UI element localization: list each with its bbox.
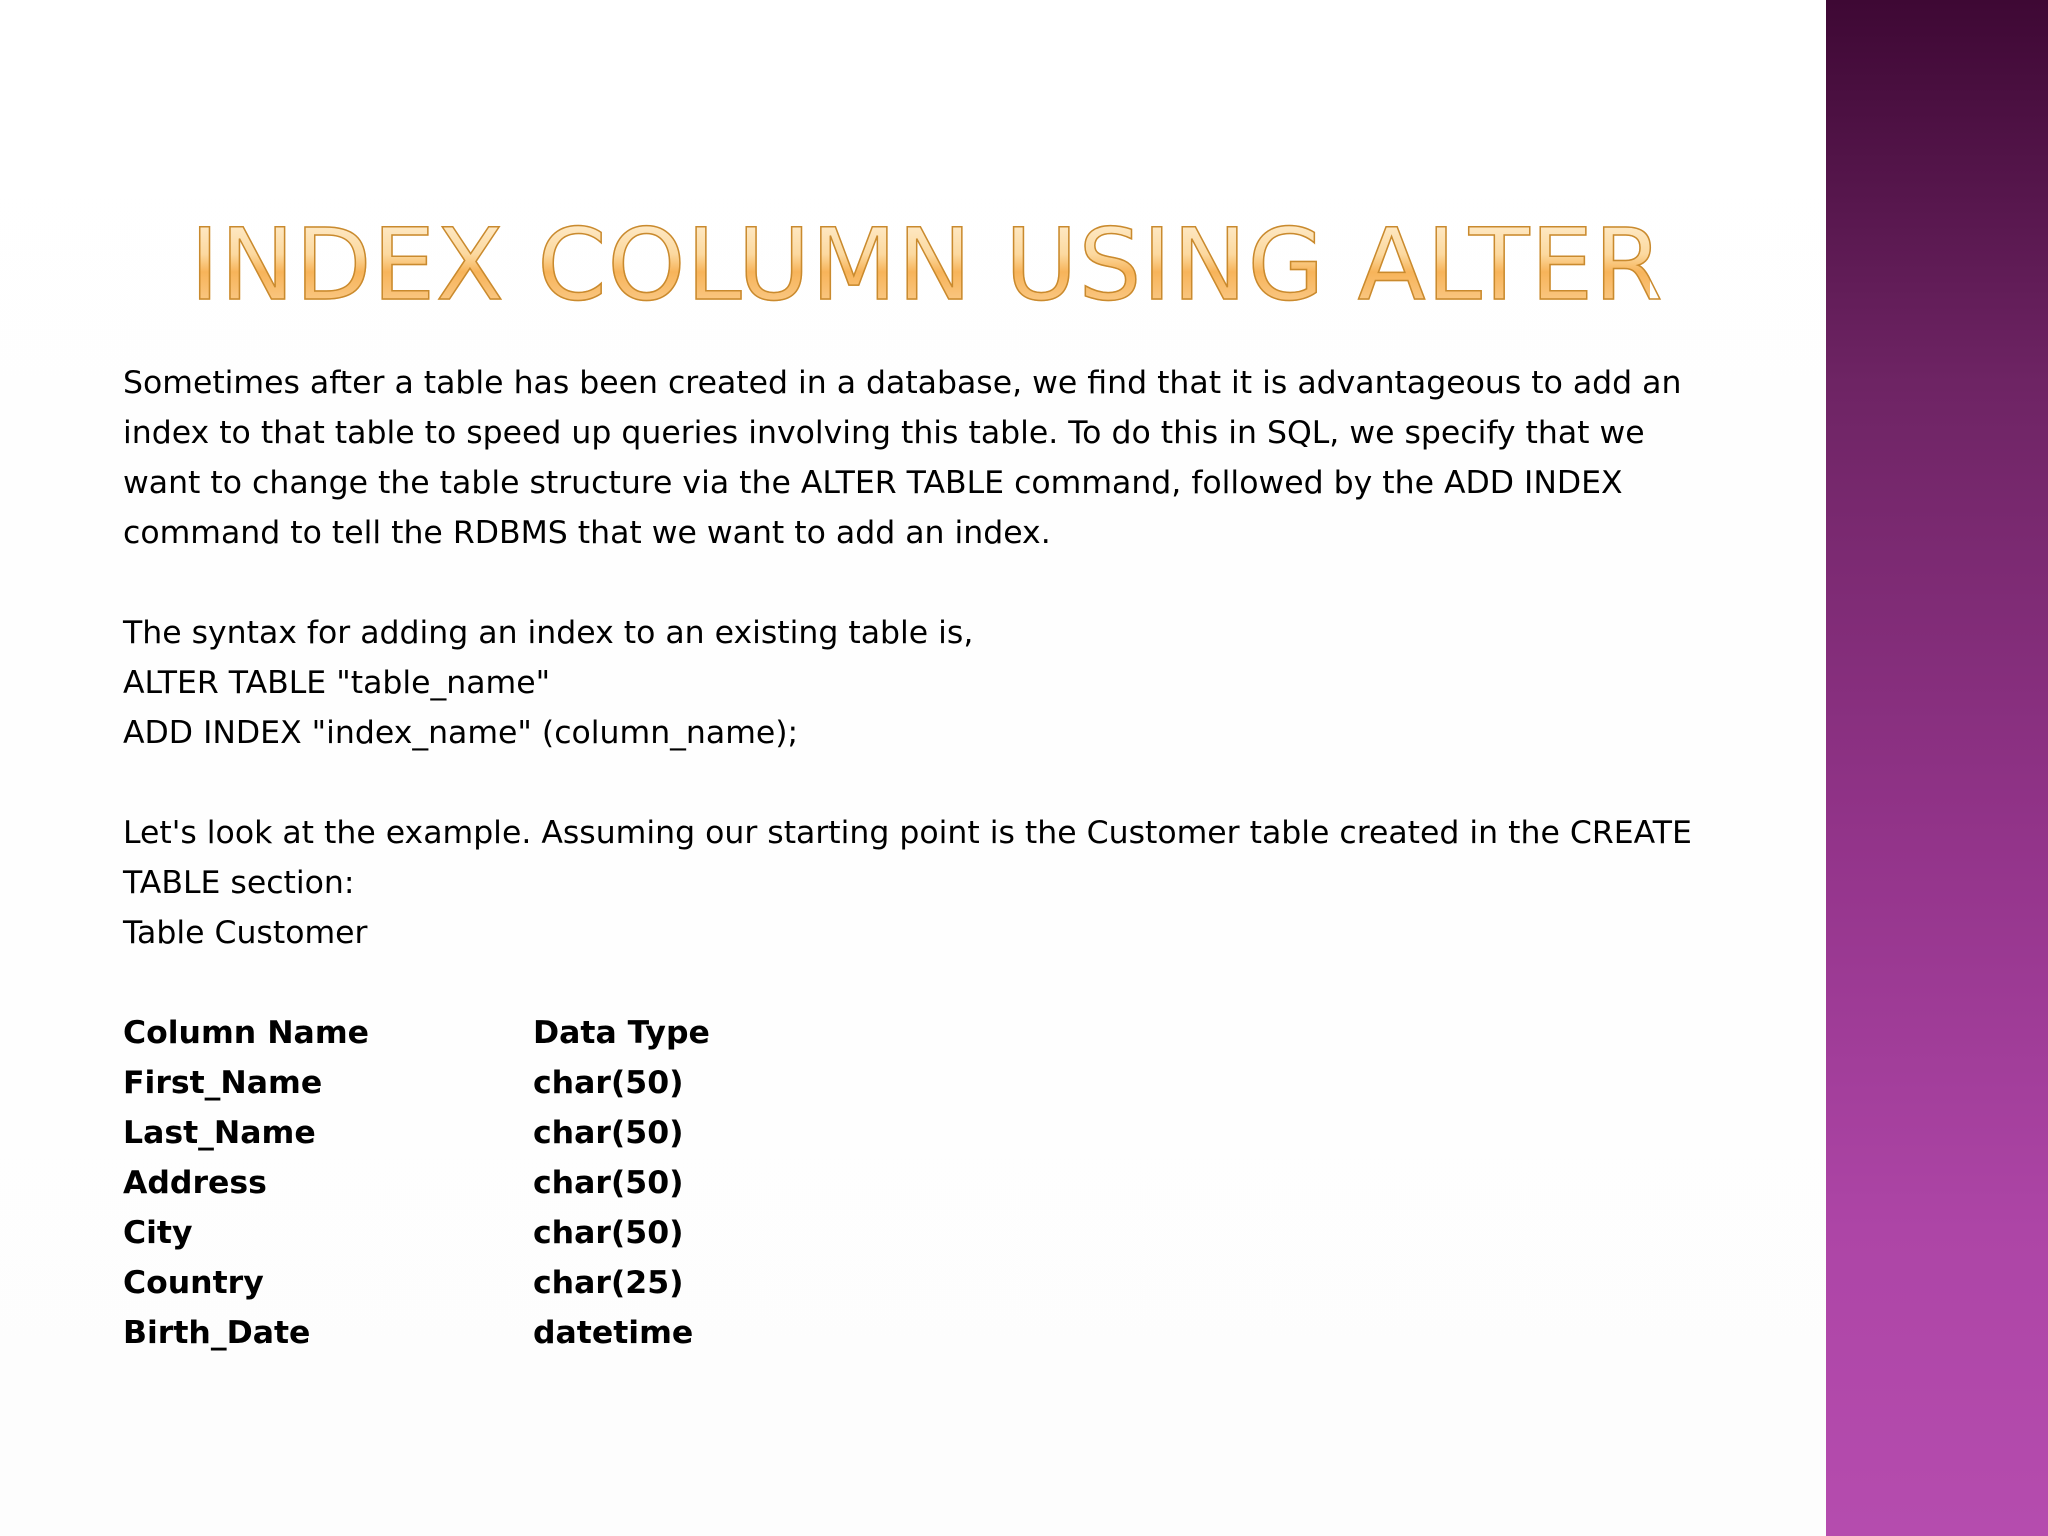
intro-line: want to change the table structure via the ALTER TABLE command, followed by the ADD INDEX: [123, 465, 1623, 501]
table-row: [123, 1058, 710, 1108]
column-name-cell: Birth_Date: [123, 1315, 311, 1351]
data-type-cell: char(50): [533, 1065, 684, 1101]
data-type-cell: char(25): [533, 1265, 684, 1301]
data-type-cell: char(50): [533, 1165, 684, 1201]
table-row: [123, 1258, 710, 1308]
spacer: [123, 958, 1683, 1008]
column-name-header: Column Name: [123, 1015, 370, 1051]
syntax-alter-line: ALTER TABLE "table_name": [123, 665, 551, 701]
intro-line: index to that table to speed up queries involving this table. To do this in SQL, we specify that we: [123, 415, 1645, 451]
table-row: [123, 1308, 710, 1358]
table-caption: Table Customer: [123, 915, 368, 951]
data-type-cell: char(50): [533, 1215, 684, 1251]
column-name-cell: Address: [123, 1165, 267, 1201]
syntax-paragraph: [123, 608, 1683, 758]
table-header-row: [123, 1008, 710, 1058]
intro-line: command to tell the RDBMS that we want to add an index.: [123, 515, 1051, 551]
slide-title: INDEX COLUMN USING ALTER: [190, 206, 1650, 326]
example-line: Let's look at the example. Assuming our starting point is the Customer table created in the CREATE: [123, 815, 1692, 851]
table-row: [123, 1208, 710, 1258]
column-name-cell: Last_Name: [123, 1115, 316, 1151]
data-type-header: Data Type: [533, 1015, 710, 1051]
column-name-cell: Country: [123, 1265, 264, 1301]
column-name-cell: First_Name: [123, 1065, 323, 1101]
table-row: [123, 1108, 710, 1158]
table-row: [123, 1158, 710, 1208]
intro-paragraph: [123, 358, 1683, 558]
example-paragraph: [123, 808, 1692, 958]
spacer: [123, 758, 1683, 808]
data-type-cell: datetime: [533, 1315, 694, 1351]
customer-columns-table: [123, 1008, 710, 1358]
intro-line: Sometimes after a table has been created in a database, we find that it is advantageous to add an: [123, 365, 1682, 401]
decorative-sidebar: [1826, 0, 2048, 1536]
example-line: TABLE section:: [123, 865, 355, 901]
spacer: [123, 558, 1683, 608]
column-name-cell: City: [123, 1215, 193, 1251]
syntax-intro: The syntax for adding an index to an existing table is,: [123, 615, 974, 651]
data-type-cell: char(50): [533, 1115, 684, 1151]
slide-body: [123, 358, 1692, 1358]
syntax-add-index-line: ADD INDEX "index_name" (column_name);: [123, 715, 799, 751]
